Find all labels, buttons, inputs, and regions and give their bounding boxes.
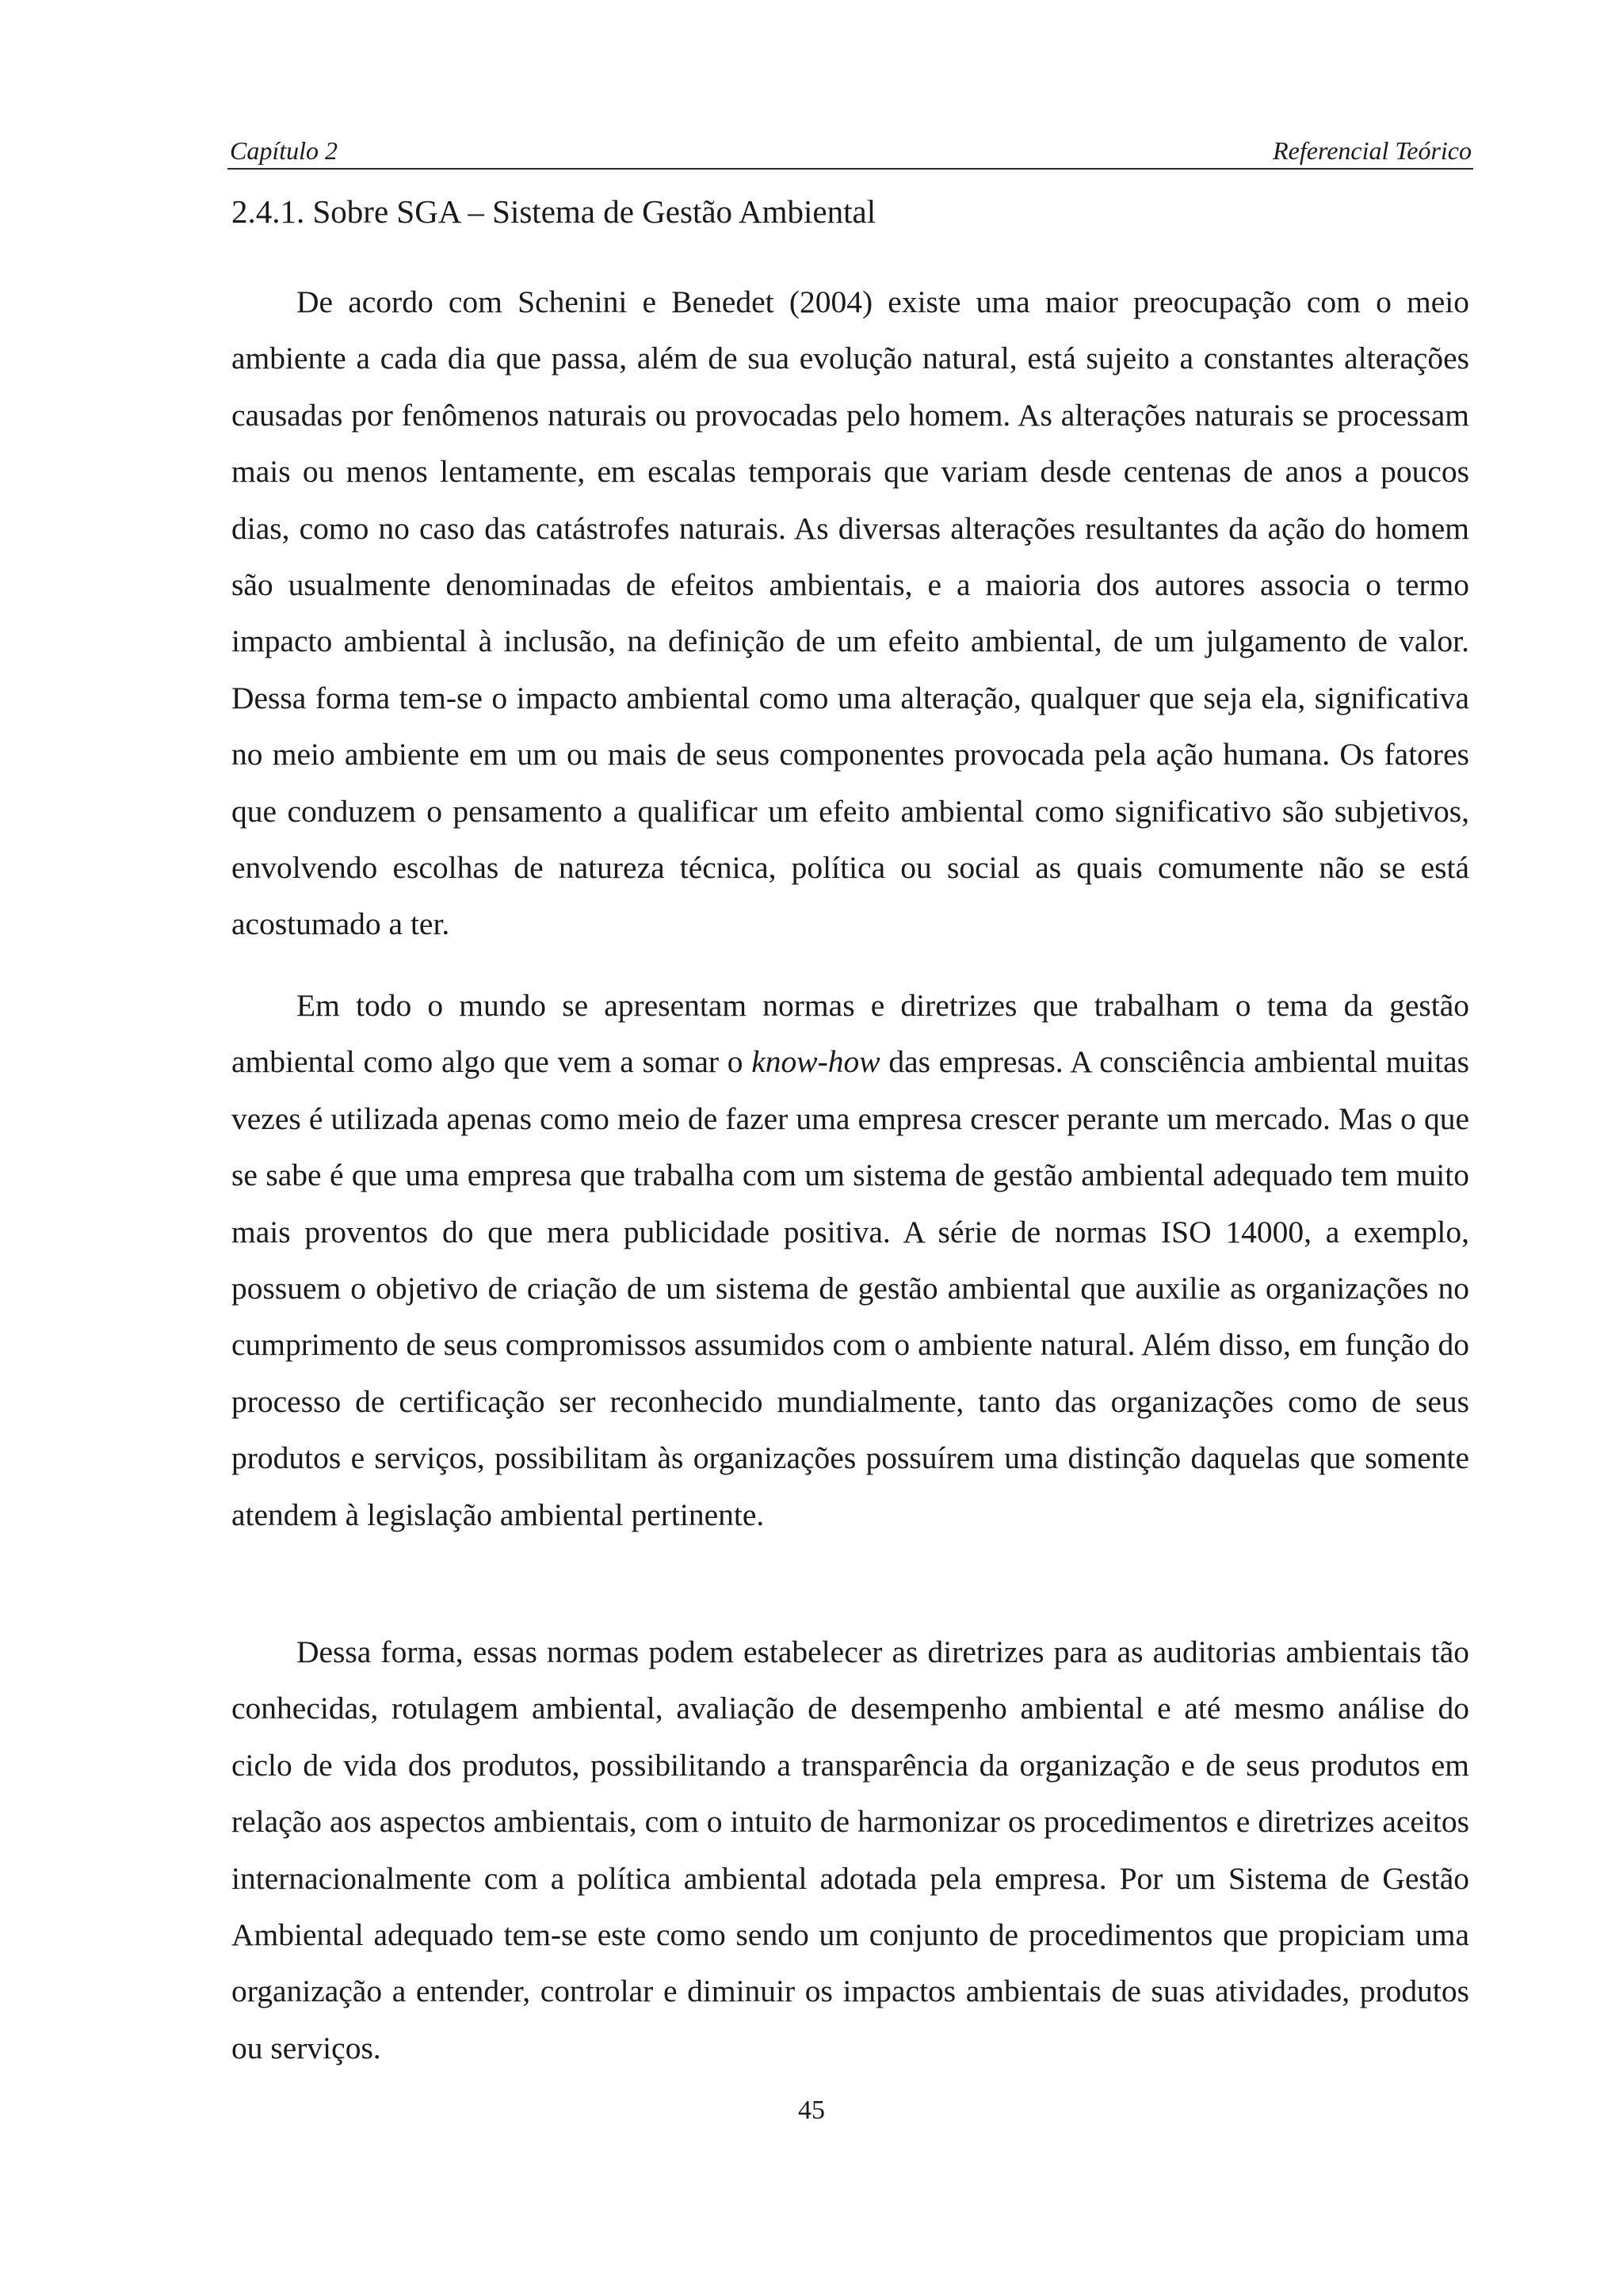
paragraph-2-text-after: das empresas. A consciência ambiental muitas vezes é utilizada apenas como meio de fazer uma empresa crescer perante um mercado. Mas o que se sabe é que uma empresa que trabalha com um sistema de gestão ambiental adequado tem muito mais proventos do que mera publicidade positiva. A série de normas ISO 14000, a exemplo, possuem o objetivo de criação de um sistema de gestão ambiental que auxilie as organizações no cumprimento de seus compromissos assumidos com o ambiente natural. Além disso, em função do processo de certificação ser reconhecido mundialmente, tanto das organizações como de seus produtos e serviços, possibilitam às organizações possuírem uma distinção daquelas que somente atendem à legislação ambiental pertinente. xyxy=(231,1044,1469,1532)
header-divider xyxy=(227,168,1473,170)
paragraph-3-block xyxy=(231,1624,1469,2077)
section-heading: 2.4.1. Sobre SGA – Sistema de Gestão Ambiental xyxy=(231,193,876,230)
paragraph-3: Dessa forma, essas normas podem estabelecer as diretrizes para as auditorias ambientais tão conhecidas, rotulagem ambiental, avaliação de desempenho ambiental e até mesmo análise do ciclo de vida dos produtos, possibilitando a transparência da organização e de seus produtos em relação aos aspectos ambientais, com o intuito de harmonizar os procedimentos e diretrizes aceitos internacionalmente com a política ambiental adotada pela empresa. Por um Sistema de Gestão Ambiental adequado tem-se este como sendo um conjunto de procedimentos que propiciam uma organização a entender, controlar e diminuir os impactos ambientais de suas atividades, produtos ou serviços. xyxy=(231,1634,1469,2065)
paragraph-1-block xyxy=(231,274,1469,953)
header-chapter: Capítulo 2 xyxy=(230,136,338,165)
paragraph-2-text-before: Em todo o mundo se apresentam normas e diretrizes que trabalham o tema da gestão ambiental como algo que vem a somar o xyxy=(231,988,1469,1080)
paragraph-2-block xyxy=(231,978,1469,1543)
paragraph-2-emphasis: know-how xyxy=(751,1044,880,1080)
header-section-title: Referencial Teórico xyxy=(1273,136,1472,165)
paragraph-1: De acordo com Schenini e Benedet (2004) existe uma maior preocupação com o meio ambiente a cada dia que passa, além de sua evolução natural, está sujeito a constantes alterações causadas por fenômenos naturais ou provocadas pelo homem. As alterações naturais se processam mais ou menos lentamente, em escalas temporais que variam desde centenas de anos a poucos dias, como no caso das catástrofes naturais. As diversas alterações resultantes da ação do homem são usualmente denominadas de efeitos ambientais, e a maioria dos autores associa o termo impacto ambiental à inclusão, na definição de um efeito ambiental, de um julgamento de valor. Dessa forma tem-se o impacto ambiental como uma alteração, qualquer que seja ela, significativa no meio ambiente em um ou mais de seus componentes provocada pela ação humana. Os fatores que conduzem o pensamento a qualificar um efeito ambiental como significativo são subjetivos, envolvendo escolhas de natureza técnica, política ou social as quais comumente não se está acostumado a ter. xyxy=(231,284,1469,942)
running-header xyxy=(230,133,1472,168)
paragraph-2 xyxy=(231,978,1469,1543)
page-number: 45 xyxy=(798,2096,825,2125)
